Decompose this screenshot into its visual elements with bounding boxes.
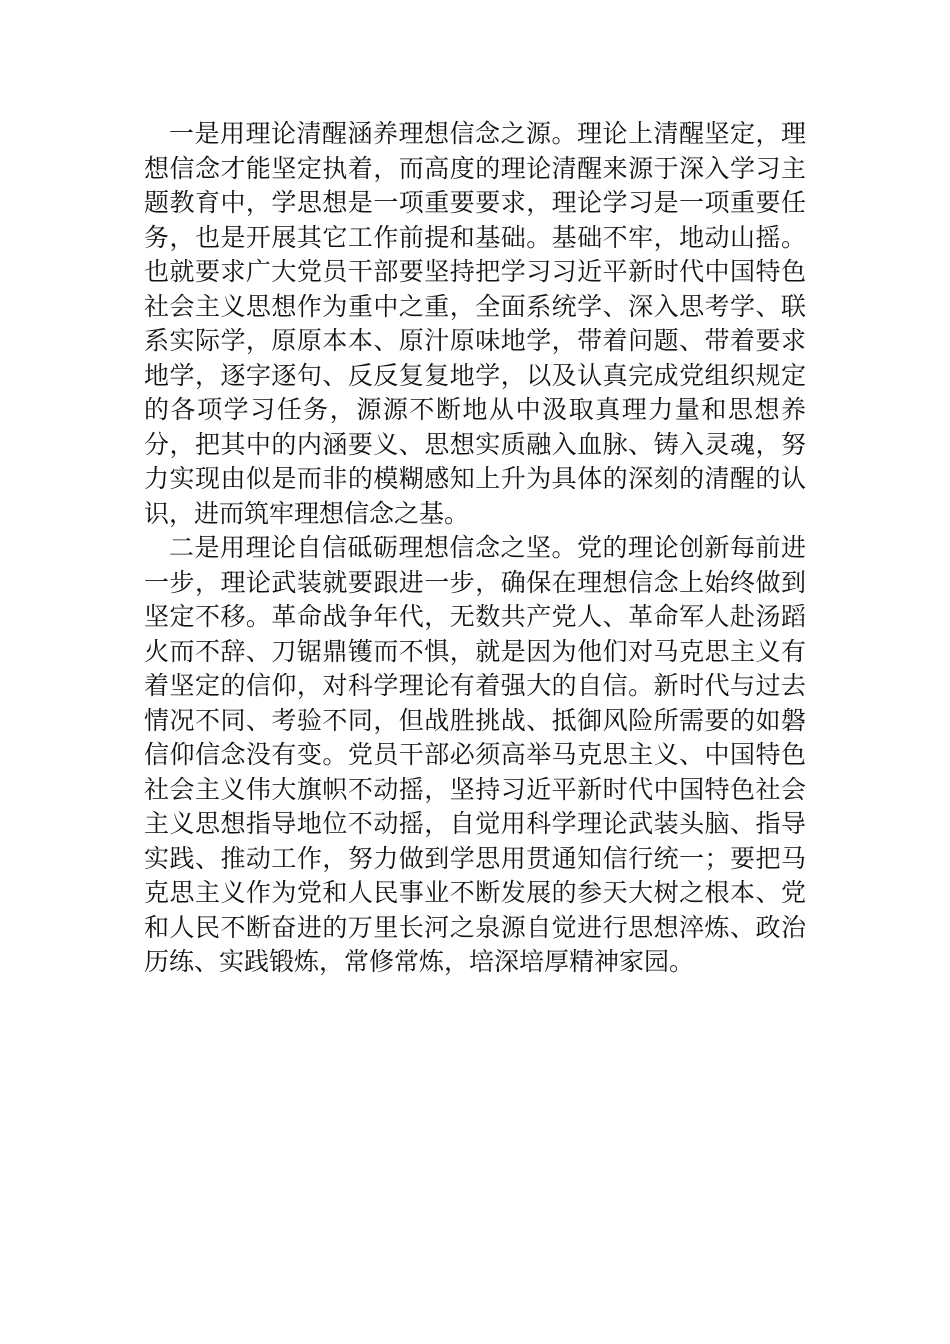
paragraph-theory-confidence: 二是用理论自信砥砺理想信念之坚。党的理论创新每前进一步，理论武装就要跟进一步，确保在理想信念上始终做到坚定不移。革命战争年代，无数共产党人、革命军人赴汤蹈火而不辞、刀锯鼎镬而不惧，就是因为他们对马克思主义有着坚定的信仰，对科学理论有着强大的自信。新时代与过去情况不同、考验不同，但战胜挑战、抵御风险所需要的如磐信仰信念没有变。党员干部必须高举马克思主义、中国特色社会主义伟大旗帜不动摇，坚持习近平新时代中国特色社会主义思想指导地位不动摇，自觉用科学理论武装头脑、指导实践、推动工作，努力做到学思用贯通知信行统一；要把马克思主义作为党和人民事业不断发展的参天大树之根本、党和人民不断奋进的万里长河之泉源自觉进行思想淬炼、政治历练、实践锻炼，常修常炼，培深培厚精神家园。 <box>144 533 806 976</box>
document-body <box>144 117 806 980</box>
paragraph-theory-awareness: 一是用理论清醒涵养理想信念之源。理论上清醒坚定，理想信念才能坚定执着，而高度的理论清醒来源于深入学习主题教育中，学思想是一项重要要求，理论学习是一项重要任务，也是开展其它工作前提和基础。基础不牢，地动山摇。也就要求广大党员干部要坚持把学习习近平新时代中国特色社会主义思想作为重中之重，全面系统学、深入思考学、联系实际学，原原本本、原汁原味地学，带着问题、带着要求地学，逐字逐句、反反复复地学，以及认真完成党组织规定的各项学习任务，源源不断地从中汲取真理力量和思想养分，把其中的内涵要义、思想实质融入血脉、铸入灵魂，努力实现由似是而非的模糊感知上升为具体的深刻的清醒的认识，进而筑牢理想信念之基。 <box>144 119 806 528</box>
